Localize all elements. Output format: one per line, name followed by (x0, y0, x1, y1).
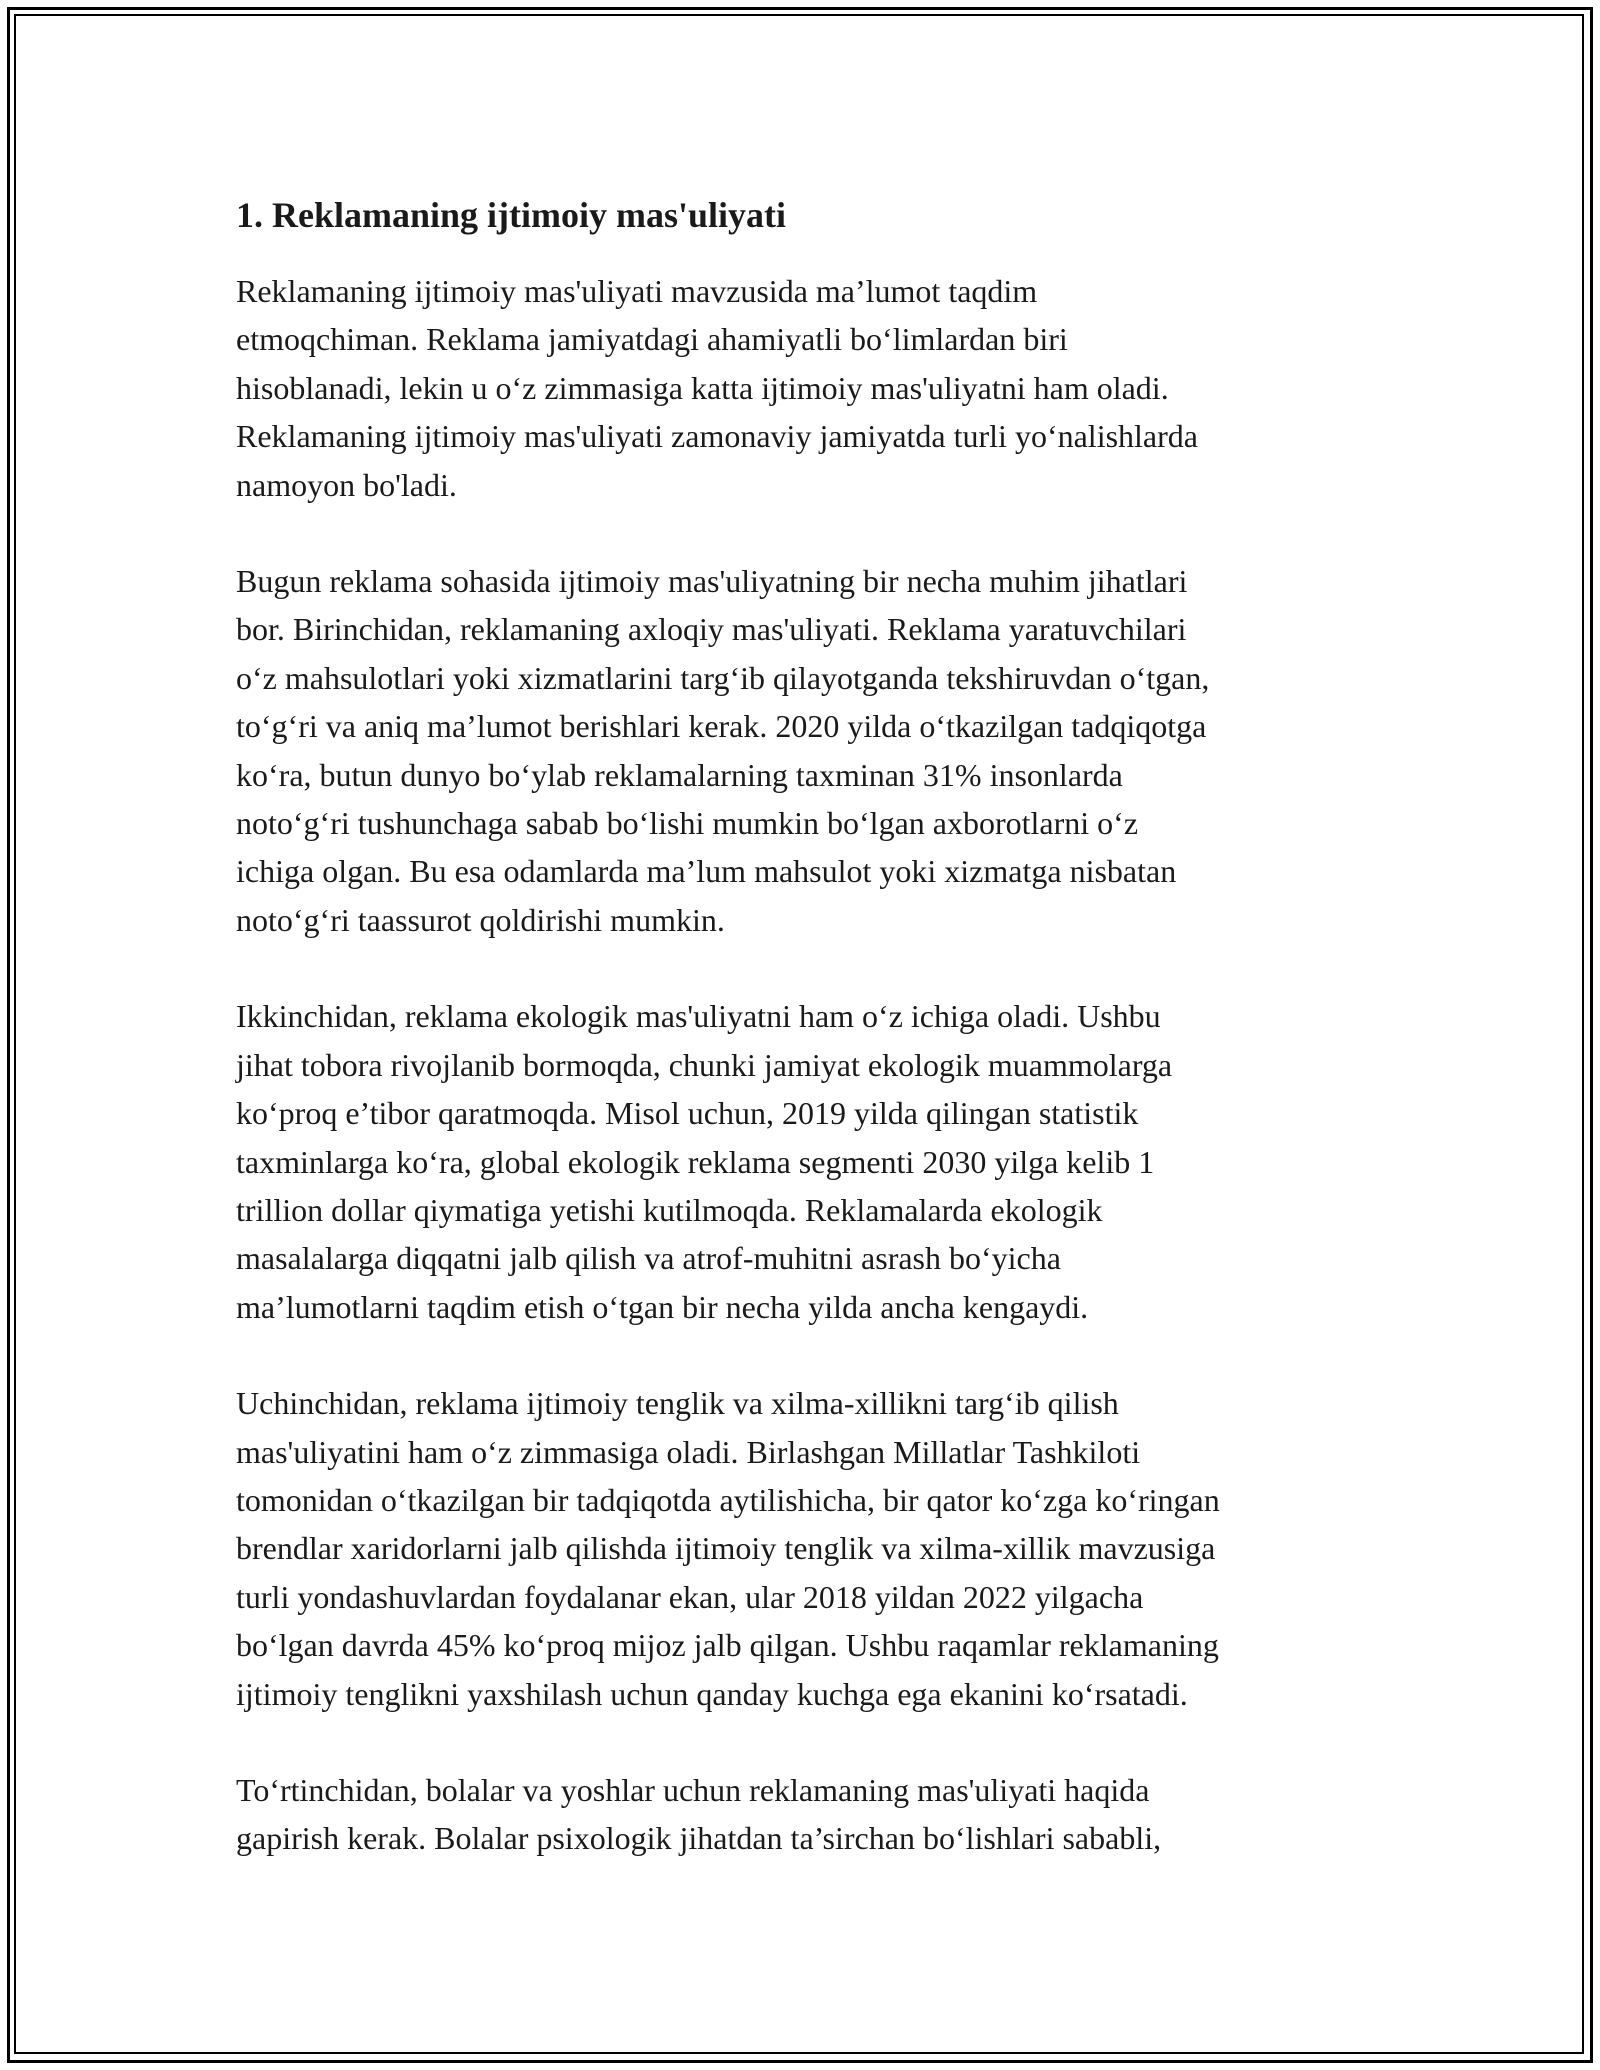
text-line: ma’lumotlarni taqdim etish o‘tgan bir necha yilda ancha kengaydi. (236, 1288, 1089, 1325)
text-line: Ikkinchidan, reklama ekologik mas'uliyatni ham o‘z ichiga oladi. Ushbu (236, 998, 1161, 1035)
text-line: taxminlarga ko‘ra, global ekologik reklama segmenti 2030 yilga kelib 1 (236, 1143, 1155, 1180)
text-line: mas'uliyatini ham o‘z zimmasiga oladi. Birlashgan Millatlar Tashkiloti (236, 1433, 1141, 1470)
text-line: o‘z mahsulotlari yoki xizmatlarini targ‘ib qilayotganda tekshiruvdan o‘tgan, (236, 659, 1210, 696)
paragraph-ethical-responsibility (236, 557, 1376, 944)
text-line: bo‘lgan davrda 45% ko‘proq mijoz jalb qilgan. Ushbu raqamlar reklamaning (236, 1627, 1219, 1664)
paragraph-ecological-responsibility (236, 992, 1376, 1331)
text-line: masalalarga diqqatni jalb qilish va atrof-muhitni asrash bo‘yicha (236, 1240, 1061, 1277)
text-line: trillion dollar qiymatiga yetishi kutilmoqda. Reklamalarda ekologik (236, 1191, 1103, 1228)
text-line: ko‘proq e’tibor qaratmoqda. Misol uchun, 2019 yilda qilingan statistik (236, 1095, 1139, 1132)
text-line: Uchinchidan, reklama ijtimoiy tenglik va xilma-xillikni targ‘ib qilish (236, 1385, 1119, 1422)
text-line: etmoqchiman. Reklama jamiyatdagi ahamiyatli bo‘limlardan biri (236, 321, 1068, 358)
text-line: ijtimoiy tenglikni yaxshilash uchun qanday kuchga ega ekanini ko‘rsatadi. (236, 1675, 1188, 1712)
text-line: noto‘g‘ri tushunchaga sabab bo‘lishi mumkin bo‘lgan axborotlarni o‘z (236, 805, 1139, 842)
text-line: Reklamaning ijtimoiy mas'uliyati mavzusida ma’lumot taqdim (236, 273, 1038, 309)
paragraph-social-equality (236, 1379, 1376, 1718)
text-line: bor. Birinchidan, reklamaning axloqiy mas'uliyati. Reklama yaratuvchilari (236, 611, 1187, 648)
text-line: To‘rtinchidan, bolalar va yoshlar uchun reklamaning mas'uliyati haqida (236, 1771, 1150, 1808)
text-line: to‘g‘ri va aniq ma’lumot berishlari kerak. 2020 yilda o‘tkazilgan tadqiqotga (236, 708, 1207, 745)
document-body (236, 185, 1376, 1911)
text-line: brendlar xaridorlarni jalb qilishda ijtimoiy tenglik va xilma-xillik mavzusiga (236, 1530, 1216, 1567)
text-line: gapirish kerak. Bolalar psixologik jihatdan ta’sirchan bo‘lishlari sababli, (236, 1820, 1162, 1857)
paragraph-intro (236, 267, 1376, 509)
text-line: hisoblanadi, lekin u o‘z zimmasiga katta ijtimoiy mas'uliyatni ham oladi. (236, 369, 1169, 406)
paragraph-children-youth (236, 1766, 1376, 1863)
section-heading: 1. Reklamaning ijtimoiy mas'uliyati (236, 195, 787, 235)
text-line: jihat tobora rivojlanib bormoqda, chunki jamiyat ekologik muammolarga (236, 1046, 1173, 1083)
text-line: Bugun reklama sohasida ijtimoiy mas'uliyatning bir necha muhim jihatlari (236, 563, 1188, 600)
text-line: noto‘g‘ri taassurot qoldirishi mumkin. (236, 901, 725, 938)
text-line: tomonidan o‘tkazilgan bir tadqiqotda aytilishicha, bir qator ko‘zga ko‘ringan (236, 1481, 1220, 1518)
text-line: namoyon bo'ladi. (236, 466, 457, 503)
text-line: ichiga olgan. Bu esa odamlarda ma’lum mahsulot yoki xizmatga nisbatan (236, 853, 1177, 890)
text-line: Reklamaning ijtimoiy mas'uliyati zamonaviy jamiyatda turli yo‘nalishlarda (236, 418, 1198, 455)
text-line: ko‘ra, butun dunyo bo‘ylab reklamalarning taxminan 31% insonlarda (236, 756, 1123, 793)
text-line: turli yondashuvlardan foydalanar ekan, ular 2018 yildan 2022 yilgacha (236, 1578, 1144, 1615)
